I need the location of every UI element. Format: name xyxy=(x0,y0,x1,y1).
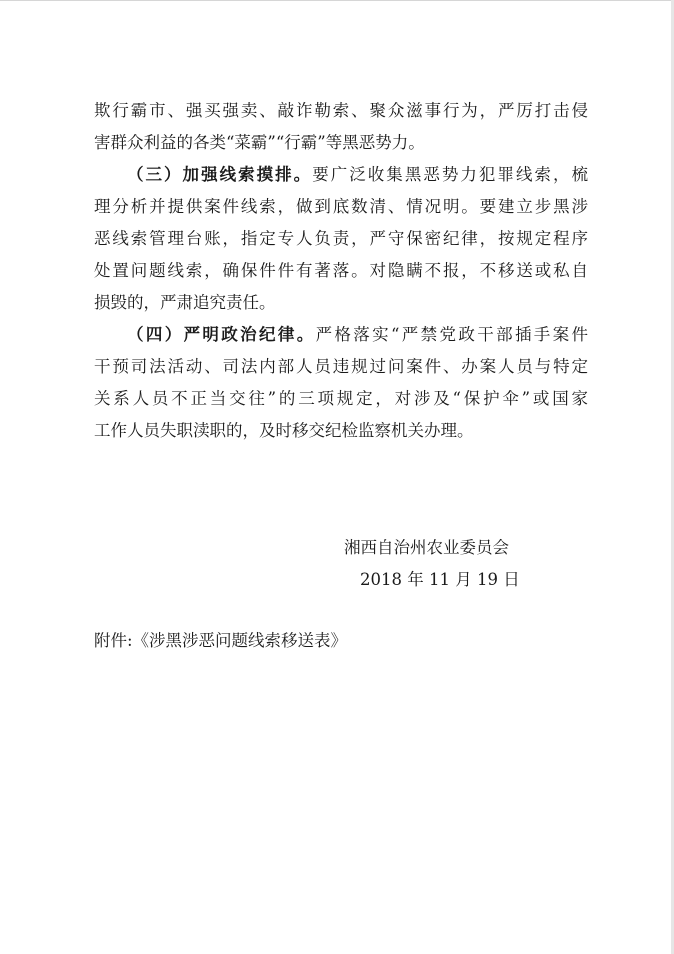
section-4-line-4: 工作人员失职渎职的，及时移交纪检监察机关办理。 xyxy=(94,421,474,440)
section-3-heading: （三）加强线索摸排。 xyxy=(127,165,313,184)
section-3-line-2: 理分析并提供案件线索，做到底数清、情况明。要建立步黑涉 xyxy=(94,197,588,216)
section-3-line-4: 处置问题线索，确保件件有著落。对隐瞒不报，不移送或私自 xyxy=(94,261,588,280)
page-top-edge xyxy=(0,0,674,1)
section-4-first-text: 严格落实“严禁党政干部插手案件 xyxy=(315,325,589,344)
section-3-line-3: 恶线索管理台账，指定专人负责，严守保密纪律，按规定程序 xyxy=(94,229,588,248)
section-4-heading: （四）严明政治纪律。 xyxy=(127,325,316,344)
attachment-note: 附件:《涉黑涉恶问题线索移送表》 xyxy=(94,631,348,650)
signature-organization: 湘西自治州农业委员会 xyxy=(344,538,509,557)
section-4-line-3: 关系人员不正当交往”的三项规定，对涉及“保护伞”或国家 xyxy=(94,389,588,408)
section-3-line-5: 损毁的，严肃追究责任。 xyxy=(94,293,276,312)
section-3-first-line xyxy=(94,159,588,191)
section-3-first-text: 要广泛收集黑恶势力犯罪线索，梳 xyxy=(312,165,589,184)
document-body xyxy=(94,95,588,447)
section-4-first-line xyxy=(94,319,588,351)
body-line-2: 害群众利益的各类“菜霸”“行霸”等黑恶势力。 xyxy=(94,133,425,152)
body-line-1: 欺行霸市、强买强卖、敲诈勒索、聚众滋事行为，严厉打击侵 xyxy=(94,101,588,120)
section-4-line-2: 干预司法活动、司法内部人员违规过问案件、办案人员与特定 xyxy=(94,357,588,376)
signature-date: 2018 年 11 月 19 日 xyxy=(360,570,520,589)
